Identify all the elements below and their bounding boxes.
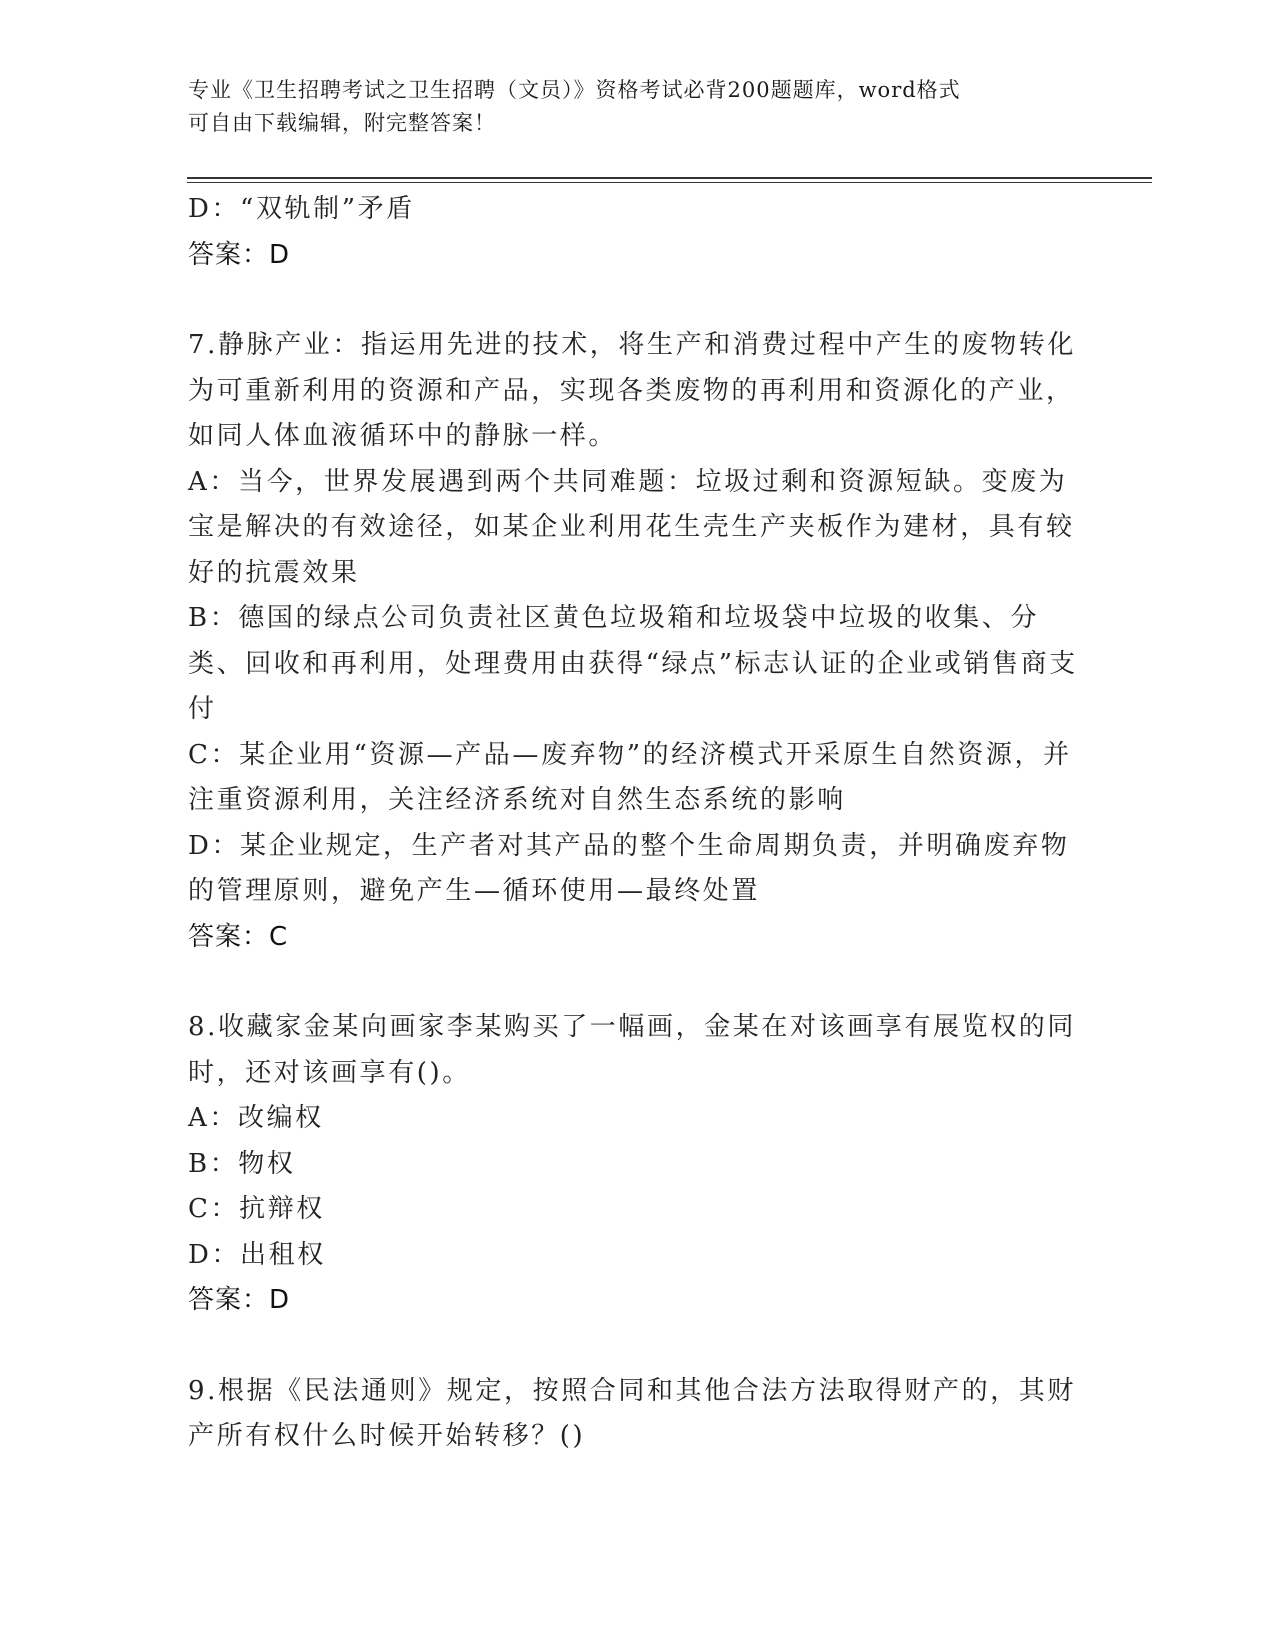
question-7-stem: 7.静脉产业：指运用先进的技术，将生产和消费过程中产生的废物转化为可重新利用的资源和产品，实现各类废物的再利用和资源化的产业，如同人体血液循环中的静脉一样。 — [188, 330, 1077, 451]
question-8-answer: 答案：D — [188, 1285, 291, 1315]
document-header — [188, 74, 1088, 140]
question-6-option-d: D：“双轨制”矛盾 — [188, 194, 415, 224]
header-title-line-2: 可自由下载编辑，附完整答案！ — [188, 111, 496, 135]
question-6-answer: 答案：D — [188, 239, 291, 270]
document-body — [188, 187, 1088, 1460]
question-7-option-c: C：某企业用“资源—产品—废弃物”的经济模式开采原生自然资源，并注重资源利用，关注经济系统对自然生态系统的影响 — [188, 739, 1072, 815]
question-8-stem: 8.收藏家金某向画家李某购买了一幅画，金某在对该画享有展览权的同时，还对该画享有()。 — [188, 1012, 1077, 1088]
question-8-option-b: B：物权 — [188, 1148, 296, 1179]
question-7-answer: 答案：C — [188, 921, 289, 952]
question-8-option-d: D：出租权 — [188, 1239, 326, 1270]
spacer — [188, 960, 1088, 1005]
question-8-option-a: A：改编权 — [188, 1103, 324, 1133]
question-7-option-a: A：当今，世界发展遇到两个共同难题：垃圾过剩和资源短缺。变废为宝是解决的有效途径，如某企业利用花生壳生产夹板作为建材，具有较好的抗震效果 — [188, 466, 1075, 588]
question-7-option-b: B：德国的绿点公司负责社区黄色垃圾箱和垃圾袋中垃圾的收集、分类、回收和再利用，处理费用由获得“绿点”标志认证的企业或销售商支付 — [188, 603, 1078, 724]
header-title-line-1: 专业《卫生招聘考试之卫生招聘（文员）》资格考试必背200题题库，word格式 — [188, 78, 961, 102]
question-7-option-d: D：某企业规定，生产者对其产品的整个生命周期负责，并明确废弃物的管理原则，避免产生—循环使用—最终处置 — [188, 830, 1070, 906]
question-8-option-c: C：抗辩权 — [188, 1194, 325, 1224]
header-divider-thin — [187, 182, 1152, 183]
spacer — [188, 278, 1088, 323]
header-divider-thick — [187, 177, 1152, 179]
spacer — [188, 1324, 1088, 1369]
question-9-stem: 9.根据《民法通则》规定，按照合同和其他合法方法取得财产的，其财产所有权什么时候开始转移？() — [188, 1375, 1077, 1451]
